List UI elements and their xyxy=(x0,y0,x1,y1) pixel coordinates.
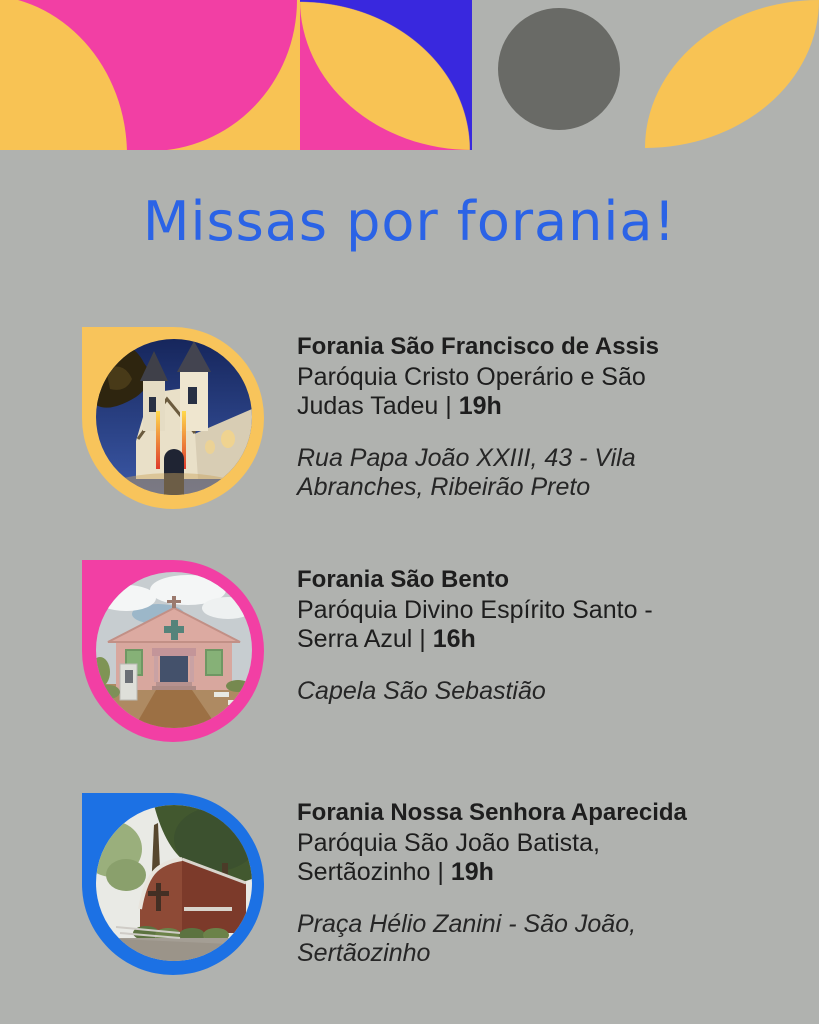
forania-title: Forania São Francisco de Assis xyxy=(297,333,659,360)
church-photo xyxy=(96,805,252,961)
yellow-leaf-shape xyxy=(645,0,819,148)
address: Rua Papa João XXIII, 43 - Vila Abranches, Ribeirão Preto xyxy=(297,444,636,501)
forania-item xyxy=(82,560,757,742)
yellow-tile xyxy=(150,0,300,150)
mass-time: 19h xyxy=(458,392,502,420)
church-photo-badge xyxy=(82,793,264,975)
page-title: Missas por forania! xyxy=(142,190,677,253)
church-photo-badge xyxy=(82,560,264,742)
pink-tile xyxy=(0,0,150,150)
forania-title: Forania Nossa Senhora Aparecida xyxy=(297,799,687,826)
church-photo xyxy=(96,339,252,495)
mass-time: 16h xyxy=(432,625,476,653)
yellow-quarter-circle-shape xyxy=(0,0,127,150)
forania-item xyxy=(82,327,757,509)
forania-item xyxy=(82,793,757,975)
pink-quarter-circle-shape xyxy=(150,0,297,150)
indigo-tile xyxy=(300,0,472,150)
decorative-band xyxy=(0,0,819,150)
forania-title: Forania São Bento xyxy=(297,566,510,593)
parish-info: Paróquia São João Batista, Sertãozinho | 19h xyxy=(297,829,600,886)
indigo-corner-shape xyxy=(300,0,472,150)
church-photo xyxy=(96,572,252,728)
gray-circle-shape xyxy=(498,8,620,130)
address: Praça Hélio Zanini - São João, Sertãozinho xyxy=(297,910,637,967)
parish-info: Paróquia Divino Espírito Santo - Serra Azul | 16h xyxy=(297,596,653,653)
mass-time: 19h xyxy=(450,858,494,886)
church-photo-badge xyxy=(82,327,264,509)
parish-info: Paróquia Cristo Operário e São Judas Tadeu | 19h xyxy=(297,363,646,420)
address: Capela São Sebastião xyxy=(297,677,546,705)
